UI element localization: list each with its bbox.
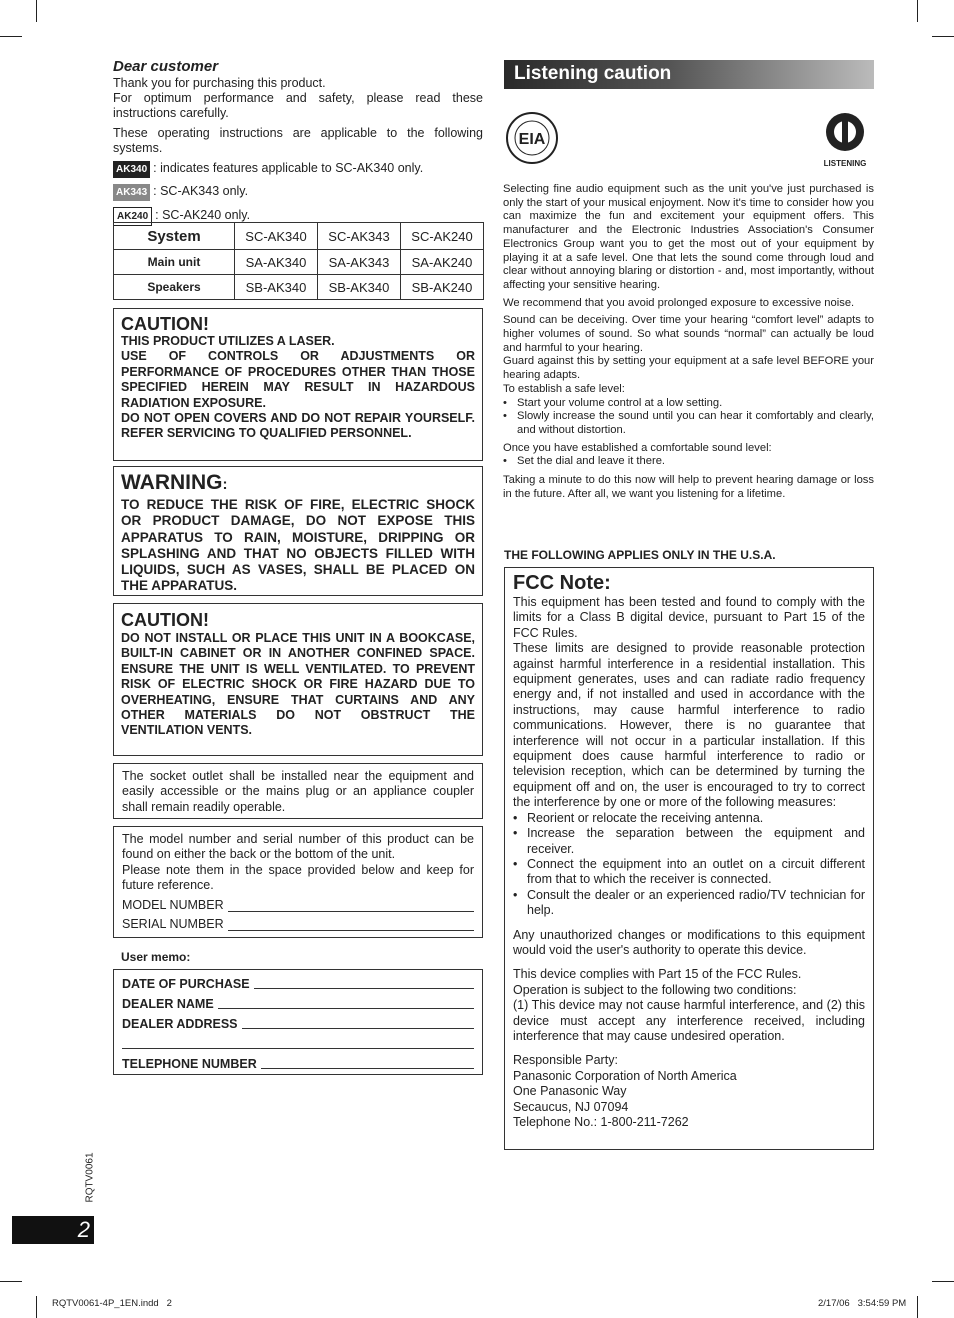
caution-laser-line: THIS PRODUCT UTILIZES A LASER.: [121, 334, 335, 348]
table-cell: Speakers: [114, 275, 235, 300]
telephone-label: TELEPHONE NUMBER: [122, 1057, 257, 1071]
table-cell: System: [114, 223, 235, 250]
crop-mark: [932, 1281, 954, 1282]
date-of-purchase-label: DATE OF PURCHASE: [122, 977, 250, 991]
crop-mark: [0, 36, 22, 37]
dear-p3: These operating instructions are applicable to the following systems.: [113, 126, 483, 155]
badge-ak343: AK343: [113, 184, 150, 201]
caution-laser-box: [113, 308, 483, 461]
date-of-purchase-field[interactable]: [254, 974, 474, 989]
dealer-name-label: DEALER NAME: [122, 997, 214, 1011]
footer-date: 2/17/06 3:54:59 PM: [818, 1298, 907, 1309]
table-cell: SC-AK240: [401, 223, 484, 250]
dealer-address-field-2[interactable]: [122, 1034, 474, 1049]
system-table: [113, 222, 484, 300]
caution-title: CAUTION!: [121, 610, 209, 630]
warning-title-line: WARNING:: [121, 471, 228, 494]
listening-para: Sound can be deceiving. Over time your hearing “comfort level” adapts to higher volumes of sound. So what sounds “normal” can actually be loud and harmful to your hearing.: [503, 314, 874, 354]
fcc-note-box: [504, 567, 874, 1150]
table-cell: SC-AK343: [318, 223, 401, 250]
fcc-p3: Any unauthorized changes or modifications to this equipment would void the user's authority to operate this device.: [513, 927, 865, 957]
table-row: [114, 275, 484, 300]
list-item: • Increase the separation between the equipment and receiver.: [513, 826, 865, 856]
dear-p2: For optimum performance and safety, please read these instructions carefully.: [113, 91, 483, 120]
list-item: • Start your volume control at a low setting.: [503, 396, 723, 409]
doc-code: RQTV0061: [84, 1152, 96, 1203]
listening-para: Guard against this by setting your equipment at a safe level BEFORE your hearing adapts.: [503, 355, 874, 382]
fcc-p2: These limits are designed to provide reasonable protection against harmful interference in a residential installation. This equipment generates, uses and can radiate radio frequency energy and, if not installed and used in accordance with the instructions, may cause harmful interference to radio communications. However, there is no guarantee that interference will not occur in a particular installation. If this equipment does cause harmful interference to radio or television reception, which can be determined by turning the equipment off and on, the user is encouraged to try to correct the interference by one or more of the following measures:: [513, 641, 865, 810]
page-number-tab: [12, 1216, 94, 1244]
responsible-party: Responsible Party: Panasonic Corporation of North America One Panasonic Way Secaucus, NJ 07094 Telephone No.: 1-800-211-7262: [513, 1053, 737, 1129]
dear-customer-section: [113, 58, 483, 226]
crop-mark: [917, 0, 918, 22]
caution-laser-body2: DO NOT OPEN COVERS AND DO NOT REPAIR YOURSELF. REFER SERVICING TO QUALIFIED PERSONNEL.: [121, 411, 475, 441]
footer-file: RQTV0061-4P_1EN.indd 2: [52, 1298, 172, 1309]
serial-number-row: [122, 917, 474, 932]
fcc-p4a: This device complies with Part 15 of the FCC Rules.: [513, 967, 802, 982]
table-cell: SC-AK340: [235, 223, 318, 250]
fcc-p4b: Operation is subject to the following two conditions:: [513, 982, 797, 997]
telephone-field[interactable]: [261, 1054, 474, 1069]
table-cell: Main unit: [114, 250, 235, 275]
model-note-p1: The model number and serial number of this product can be found on either the back or the bottom of the unit.: [122, 832, 474, 862]
list-item: • Consult the dealer or an experienced radio/TV technician for help.: [513, 887, 865, 918]
user-memo-title: User memo:: [121, 950, 191, 964]
serial-number-label: SERIAL NUMBER: [122, 917, 224, 932]
table-row: [114, 223, 484, 250]
fcc-title: FCC Note:: [513, 572, 611, 594]
model-note-p2: Please note them in the space provided below and keep for future reference.: [122, 862, 474, 893]
caution-ventilation-box: [113, 603, 483, 756]
serial-number-field[interactable]: [228, 917, 474, 931]
listening-logo: [822, 110, 868, 174]
usa-heading: THE FOLLOWING APPLIES ONLY IN THE U.S.A.: [504, 548, 776, 562]
model-number-box: [113, 826, 483, 938]
listening-para: Selecting fine audio equipment such as the unit you've just purchased is only the start of your musical enjoyment. Now it's time to consider how you can maximize the fun and excitement your equipment offers. This manufacturer and the Electronic Industries Association's Consumer Electronics Group want you to get the most out of your equipment by playing it at a safe level. One that lets the sound come through loud and clear without annoying blaring or distortion - and, most importantly, without affecting your sensitive hearing.: [503, 183, 874, 291]
table-cell: SA-AK240: [401, 250, 484, 275]
dealer-address-field[interactable]: [242, 1014, 474, 1029]
model-number-label: MODEL NUMBER: [122, 897, 224, 912]
list-item: • Slowly increase the sound until you can hear it comfortably and clearly, and without distortion.: [503, 410, 874, 436]
dealer-name-field[interactable]: [218, 994, 474, 1009]
caution-laser-body: USE OF CONTROLS OR ADJUSTMENTS OR PERFORMANCE OF PROCEDURES OTHER THAN THOSE SPECIFIED HEREIN MAY RESULT IN HAZARDOUS RADIATION EXPOSURE.: [121, 349, 475, 410]
established-text: Once you have established a comfortable sound level:: [503, 441, 772, 454]
fcc-p1: This equipment has been tested and found to comply with the limits for a Class B digital device, pursuant to Part 15 of the FCC Rules.: [513, 595, 865, 640]
crop-mark: [36, 1296, 37, 1318]
page-number: 2: [77, 1217, 90, 1242]
list-item: • Reorient or relocate the receiving antenna.: [513, 810, 764, 825]
table-row: [114, 250, 484, 275]
caution-ventilation-body: DO NOT INSTALL OR PLACE THIS UNIT IN A BOOKCASE, BUILT-IN CABINET OR IN ANOTHER CONFINED SPACE. ENSURE THE UNIT IS WELL VENTILATED. TO PREVENT RISK OF ELECTRIC SHOCK OR FIRE HAZARD DUE TO OVERHEATING, ENSURE THAT CURTAINS AND ANY OTHER MATERIALS DO NOT OBSTRUCT THE VENTILATION VENTS.: [121, 631, 475, 738]
listening-para: To establish a safe level:: [503, 382, 625, 395]
user-memo-box: [113, 969, 483, 1075]
model-number-field[interactable]: [228, 898, 474, 912]
caution-title: CAUTION!: [121, 314, 209, 334]
dealer-address-label: DEALER ADDRESS: [122, 1017, 238, 1031]
indicator-ak343: AK343 : SC-AK343 only.: [113, 184, 483, 201]
listening-body: [503, 183, 874, 501]
fcc-p4c: (1) This device may not cause harmful interference, and (2) this device must accept any interference received, including interference that may cause undesired operation.: [513, 998, 865, 1043]
date-of-purchase-row: [122, 974, 474, 994]
model-number-row: [122, 898, 474, 913]
table-cell: SB-AK340: [318, 275, 401, 300]
taking-minute-text: Taking a minute to do this now will help to prevent hearing damage or loss in the future. After all, we want you listening for a lifetime.: [503, 474, 874, 500]
warning-box: [113, 466, 483, 596]
dealer-address-extra-row: [122, 1034, 474, 1054]
crop-mark: [36, 0, 37, 22]
warning-title: WARNING: [121, 471, 223, 494]
dear-p1: Thank you for purchasing this product.: [113, 76, 326, 90]
dealer-name-row: [122, 994, 474, 1014]
indicator-ak240: AK240 : SC-AK240 only.: [113, 207, 483, 226]
badge-ak240: AK240: [113, 207, 152, 226]
warning-body: TO REDUCE THE RISK OF FIRE, ELECTRIC SHOCK OR PRODUCT DAMAGE, DO NOT EXPOSE THIS APPARATUS TO RAIN, MOISTURE, DRIPPING OR SPLASHING AND THAT NO OBJECTS FILLED WITH LIQUIDS, SUCH AS VASES, SHALL BE PLACED ON THE APPARATUS.: [121, 497, 475, 594]
listening-para: We recommend that you avoid prolonged exposure to excessive noise.: [503, 296, 855, 309]
listening-caution-title: Listening caution: [514, 63, 672, 84]
table-cell: SA-AK343: [318, 250, 401, 275]
table-cell: SB-AK240: [401, 275, 484, 300]
telephone-row: [122, 1054, 474, 1074]
svg-text:LISTENING: LISTENING: [823, 159, 867, 168]
indicator-ak340: AK340 : indicates features applicable to SC-AK340 only.: [113, 161, 483, 178]
dear-customer-heading: Dear customer: [113, 58, 219, 75]
crop-mark: [932, 36, 954, 37]
table-cell: SB-AK340: [235, 275, 318, 300]
crop-mark: [0, 1281, 22, 1282]
crop-mark: [917, 1296, 918, 1318]
badge-ak340: AK340: [113, 161, 150, 178]
list-item: • Connect the equipment into an outlet on a circuit different from that to which the receiver is connected.: [513, 856, 865, 887]
dealer-address-row: [122, 1014, 474, 1034]
listening-caution-header: [504, 60, 874, 89]
socket-note: The socket outlet shall be installed near the equipment and easily accessible or the mains plug or an appliance coupler shall remain readily operable.: [122, 769, 474, 814]
list-item: • Set the dial and leave it there.: [503, 455, 666, 468]
table-cell: SA-AK340: [235, 250, 318, 275]
eia-logo: [505, 111, 559, 165]
socket-note-box: [113, 763, 483, 819]
svg-text:EIA: EIA: [518, 131, 546, 148]
